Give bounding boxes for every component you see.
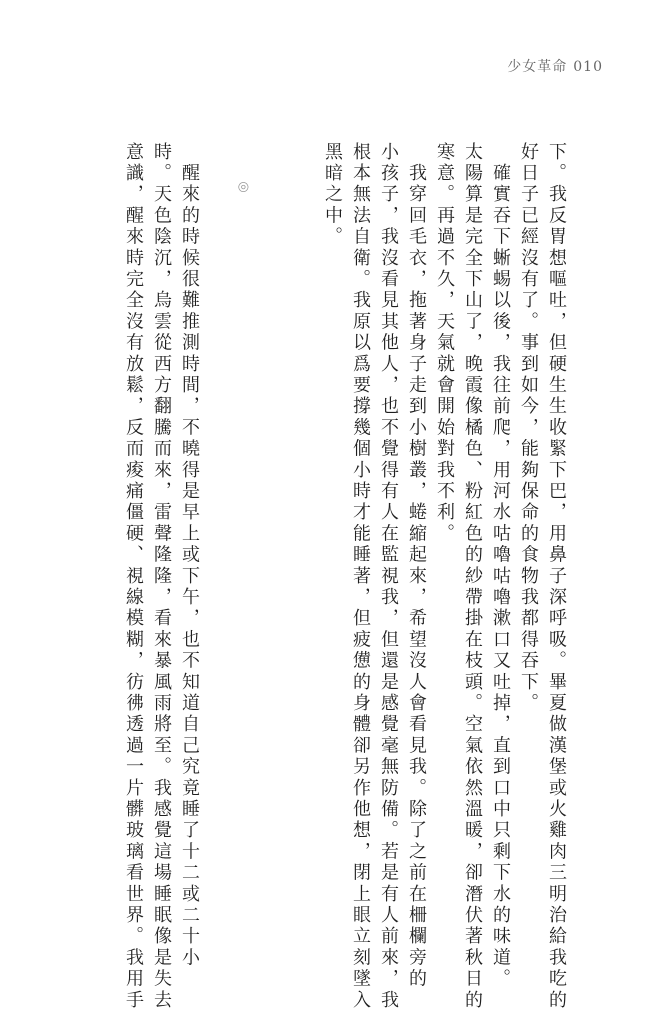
text-column-11: 時。天色陰沉，烏雲從西方翻騰而來，雷聲隆隆，看來暴風雨將至。我感覺這場睡眠像是失去 xyxy=(151,142,172,1011)
book-title: 少女革命 xyxy=(507,59,568,75)
text-column-1: 下。我反胃想嘔吐，但硬生生收緊下巴，用鼻子深呼吸。畢夏做漢堡或火雞肉三明治給我吃的 xyxy=(546,142,567,1011)
text-column-3: 確實吞下蜥蜴以後，我往前爬，用河水咕嚕咕嚕漱口又吐掉，直到口中只剩下水的味道。 xyxy=(490,142,511,990)
text-column-7: 小孩子，我沒看見其他人，也不覺得有人在監視我，但還是感覺毫無防備。若是有人前來，我 xyxy=(378,142,399,1011)
running-header xyxy=(507,56,603,76)
text-column-6: 我穿回毛衣，拖著身子走到小樹叢，蜷縮起來，希望沒人會看見我。除了之前在柵欄旁的 xyxy=(406,142,427,990)
section-ornament-icon: ◎ xyxy=(236,181,251,193)
text-column-2: 好日子已經沒有了。事到如今，能夠保命的食物我都得吞下。 xyxy=(518,142,539,715)
text-column-9: 黑暗之中。 xyxy=(322,142,343,248)
text-column-4: 太陽算是完全下山了，晚霞像橘色、粉紅色的紗帶掛在枝頭。空氣依然溫暖，卻潛伏著秋日的 xyxy=(462,142,483,1011)
text-column-10: 醒來的時候很難推測時間，不曉得是早上或下午，也不知道自己究竟睡了十二或二十小 xyxy=(179,142,200,969)
text-column-8: 根本無法自衛。我原以爲要撐幾個小時才能睡著，但疲憊的身體卻另作他想，閉上眼立刻墜入 xyxy=(350,142,371,1011)
text-column-12: 意識，醒來時完全沒有放鬆，反而痠痛僵硬、視線模糊，彷彿透過一片髒玻璃看世界。我用手 xyxy=(123,142,144,1011)
page-number: 010 xyxy=(573,59,603,75)
text-column-5: 寒意。再過不久，天氣就會開始對我不利。 xyxy=(434,142,455,545)
